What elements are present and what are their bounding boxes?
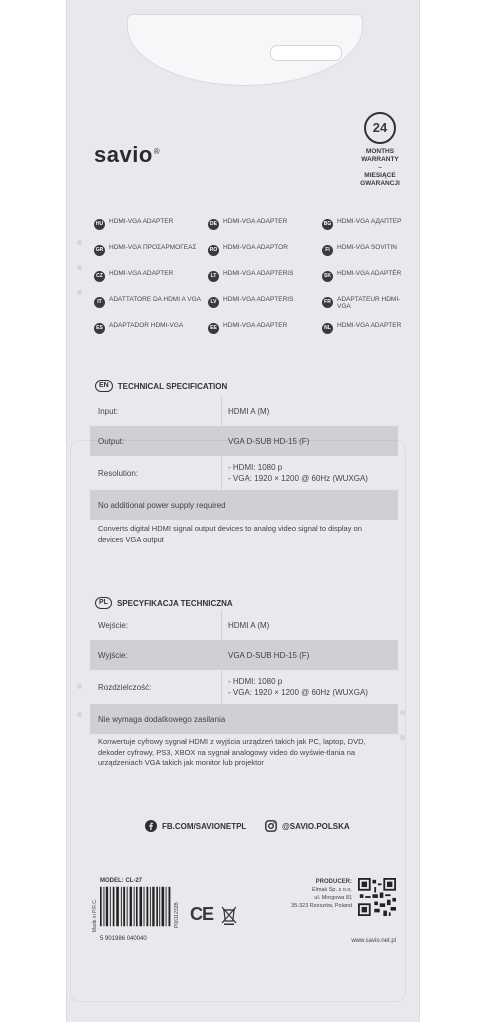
lang-entry: LV HDMI-VGA ADAPTERIS [208,296,322,322]
ce-mark: CE [190,904,214,924]
lang-badge-ro: RO [208,245,219,256]
instagram-icon [265,820,277,832]
spec-row-resolution: Rozdzielczość: - HDMI: 1080 p - VGA: 1920 × 1200 @ 60Hz (WUXGA) [90,670,398,704]
spec-row-input: Input: HDMI A (M) [90,396,398,426]
blister-rivet [77,684,82,689]
pl-description: Konwertuje cyfrowy sygnał HDMI z wyjścia urządzeń takich jak PC, laptop, DVD, dekoder cyfrowy, PS3, XBOX na sygnał analogowy video do wyświe-tlania na urządzeniach VGA takich jak monitor lub projektor [98,737,366,767]
lang-entry: BG HDMI-VGA АДАПТЕР [322,218,404,244]
blister-rivet [77,265,82,270]
lang-badge-it: IT [94,297,105,308]
spec-row-resolution: Resolution: - HDMI: 1080 p - VGA: 1920 × 1200 @ 60Hz (WUXGA) [90,456,398,490]
warranty-number: 24 [364,112,396,144]
lang-row [94,244,404,270]
qr-code[interactable] [358,878,396,916]
lang-badge-gr: GR [94,245,105,256]
en-section-heading [95,380,227,392]
blister-rivet [77,712,82,717]
lang-row [94,296,404,322]
pl-title: SPECYFIKACJA TECHNICZNA [116,598,233,608]
spec-row-output: Output: VGA D-SUB HD-15 (F) [90,426,398,456]
spec-row-input: Wejście: HDMI A (M) [90,610,398,640]
lang-badge-cz: CZ [94,271,105,282]
lang-entry: EE HDMI-VGA ADAPTER [208,322,322,348]
lang-entry: CZ HDMI-VGA ADAPTER [94,270,208,296]
spec-row-output: Wyjście: VGA D-SUB HD-15 (F) [90,640,398,670]
lang-entry: NL HDMI-VGA ADAPTER [322,322,404,348]
lang-entry: GR HDMI-VGA ΠΡΟΣΑΡΜΟΓΕΑΣ [94,244,208,270]
hanger-cutout [127,14,363,86]
euro-slot [270,45,342,61]
lang-entry: ES ADAPTADOR HDMI-VGA [94,322,208,348]
lang-badge-nl: NL [322,323,333,334]
blister-rivet [77,240,82,245]
lang-row [94,270,404,296]
warranty-badge [345,112,415,188]
website-url[interactable]: www.savio.net.pl [351,938,396,944]
model-number: MODEL: CL-27 [100,878,142,884]
lang-badge-lt: LT [208,271,219,282]
en-description: Converts digital HDMI signal output devices to analog video signal to display on devices VGA output [98,524,362,544]
blister-rivet [400,735,405,740]
lang-row [94,218,404,244]
compliance-marks [190,904,237,925]
lang-badge-es: ES [94,323,105,334]
footer-info [90,878,396,948]
lang-badge-lv: LV [208,297,219,308]
barcode-number: 5 901986 040040 [100,936,147,942]
en-spec-table [90,396,398,520]
lang-entry: FI HDMI-VGA SOVITIN [322,244,404,270]
lang-badge-bg: BG [322,219,333,230]
lang-entry: IT ADATTATORE DA HDMI A VGA [94,296,208,322]
spec-row-power: Nie wymaga dodatkowego zasilania [90,704,398,734]
en-tag: EN [95,380,113,392]
lang-entry: FR ADAPTATEUR HDMI-VGA [322,296,404,322]
instagram-link[interactable]: @SAVIO.POLSKA [265,820,350,832]
lang-badge-fr: FR [322,297,333,308]
pl-spec-table [90,610,398,734]
savio-logo: savio® [94,142,161,167]
lang-badge-de: DE [208,219,219,230]
lang-entry: RO HDMI-VGA ADAPTOR [208,244,322,270]
lang-entry: LT HDMI-VGA ADAPTERIS [208,270,322,296]
producer-info: PRODUCER: Elmak Sp. z o.o. ul. Morgowa 81 35-323 Rzeszów, Poland [291,879,352,909]
facebook-icon [145,820,157,832]
lang-badge-sk: SK [322,271,333,282]
warranty-text: MONTHS WARRANTY – MIESIĄCE GWARANCJI [360,148,400,187]
lang-entry: HU HDMI-VGA ADAPTER [94,218,208,244]
lang-badge-ee: EE [208,323,219,334]
blister-rivet [400,710,405,715]
pl-section-heading [95,597,233,609]
lang-row [94,322,404,348]
weee-bin-icon [221,905,237,925]
facebook-link[interactable]: FB.COM/SAVIONETPL [145,820,246,832]
language-grid [94,218,404,348]
lang-badge-hu: HU [94,219,105,230]
blister-rivet [77,290,82,295]
lang-entry: DE HDMI-VGA ADAPTER [208,218,322,244]
lang-badge-fi: FI [322,245,333,256]
pl-tag: PL [95,597,112,609]
barcode [100,886,172,934]
lang-entry: SK HDMI-VGA ADAPTÉR [322,270,404,296]
en-title: TECHNICAL SPECIFICATION [117,381,228,391]
spec-row-power: No additional power supply required [90,490,398,520]
batch-code: P0611232B [174,902,180,928]
made-in-text: Made in P.R.C. [92,898,98,932]
